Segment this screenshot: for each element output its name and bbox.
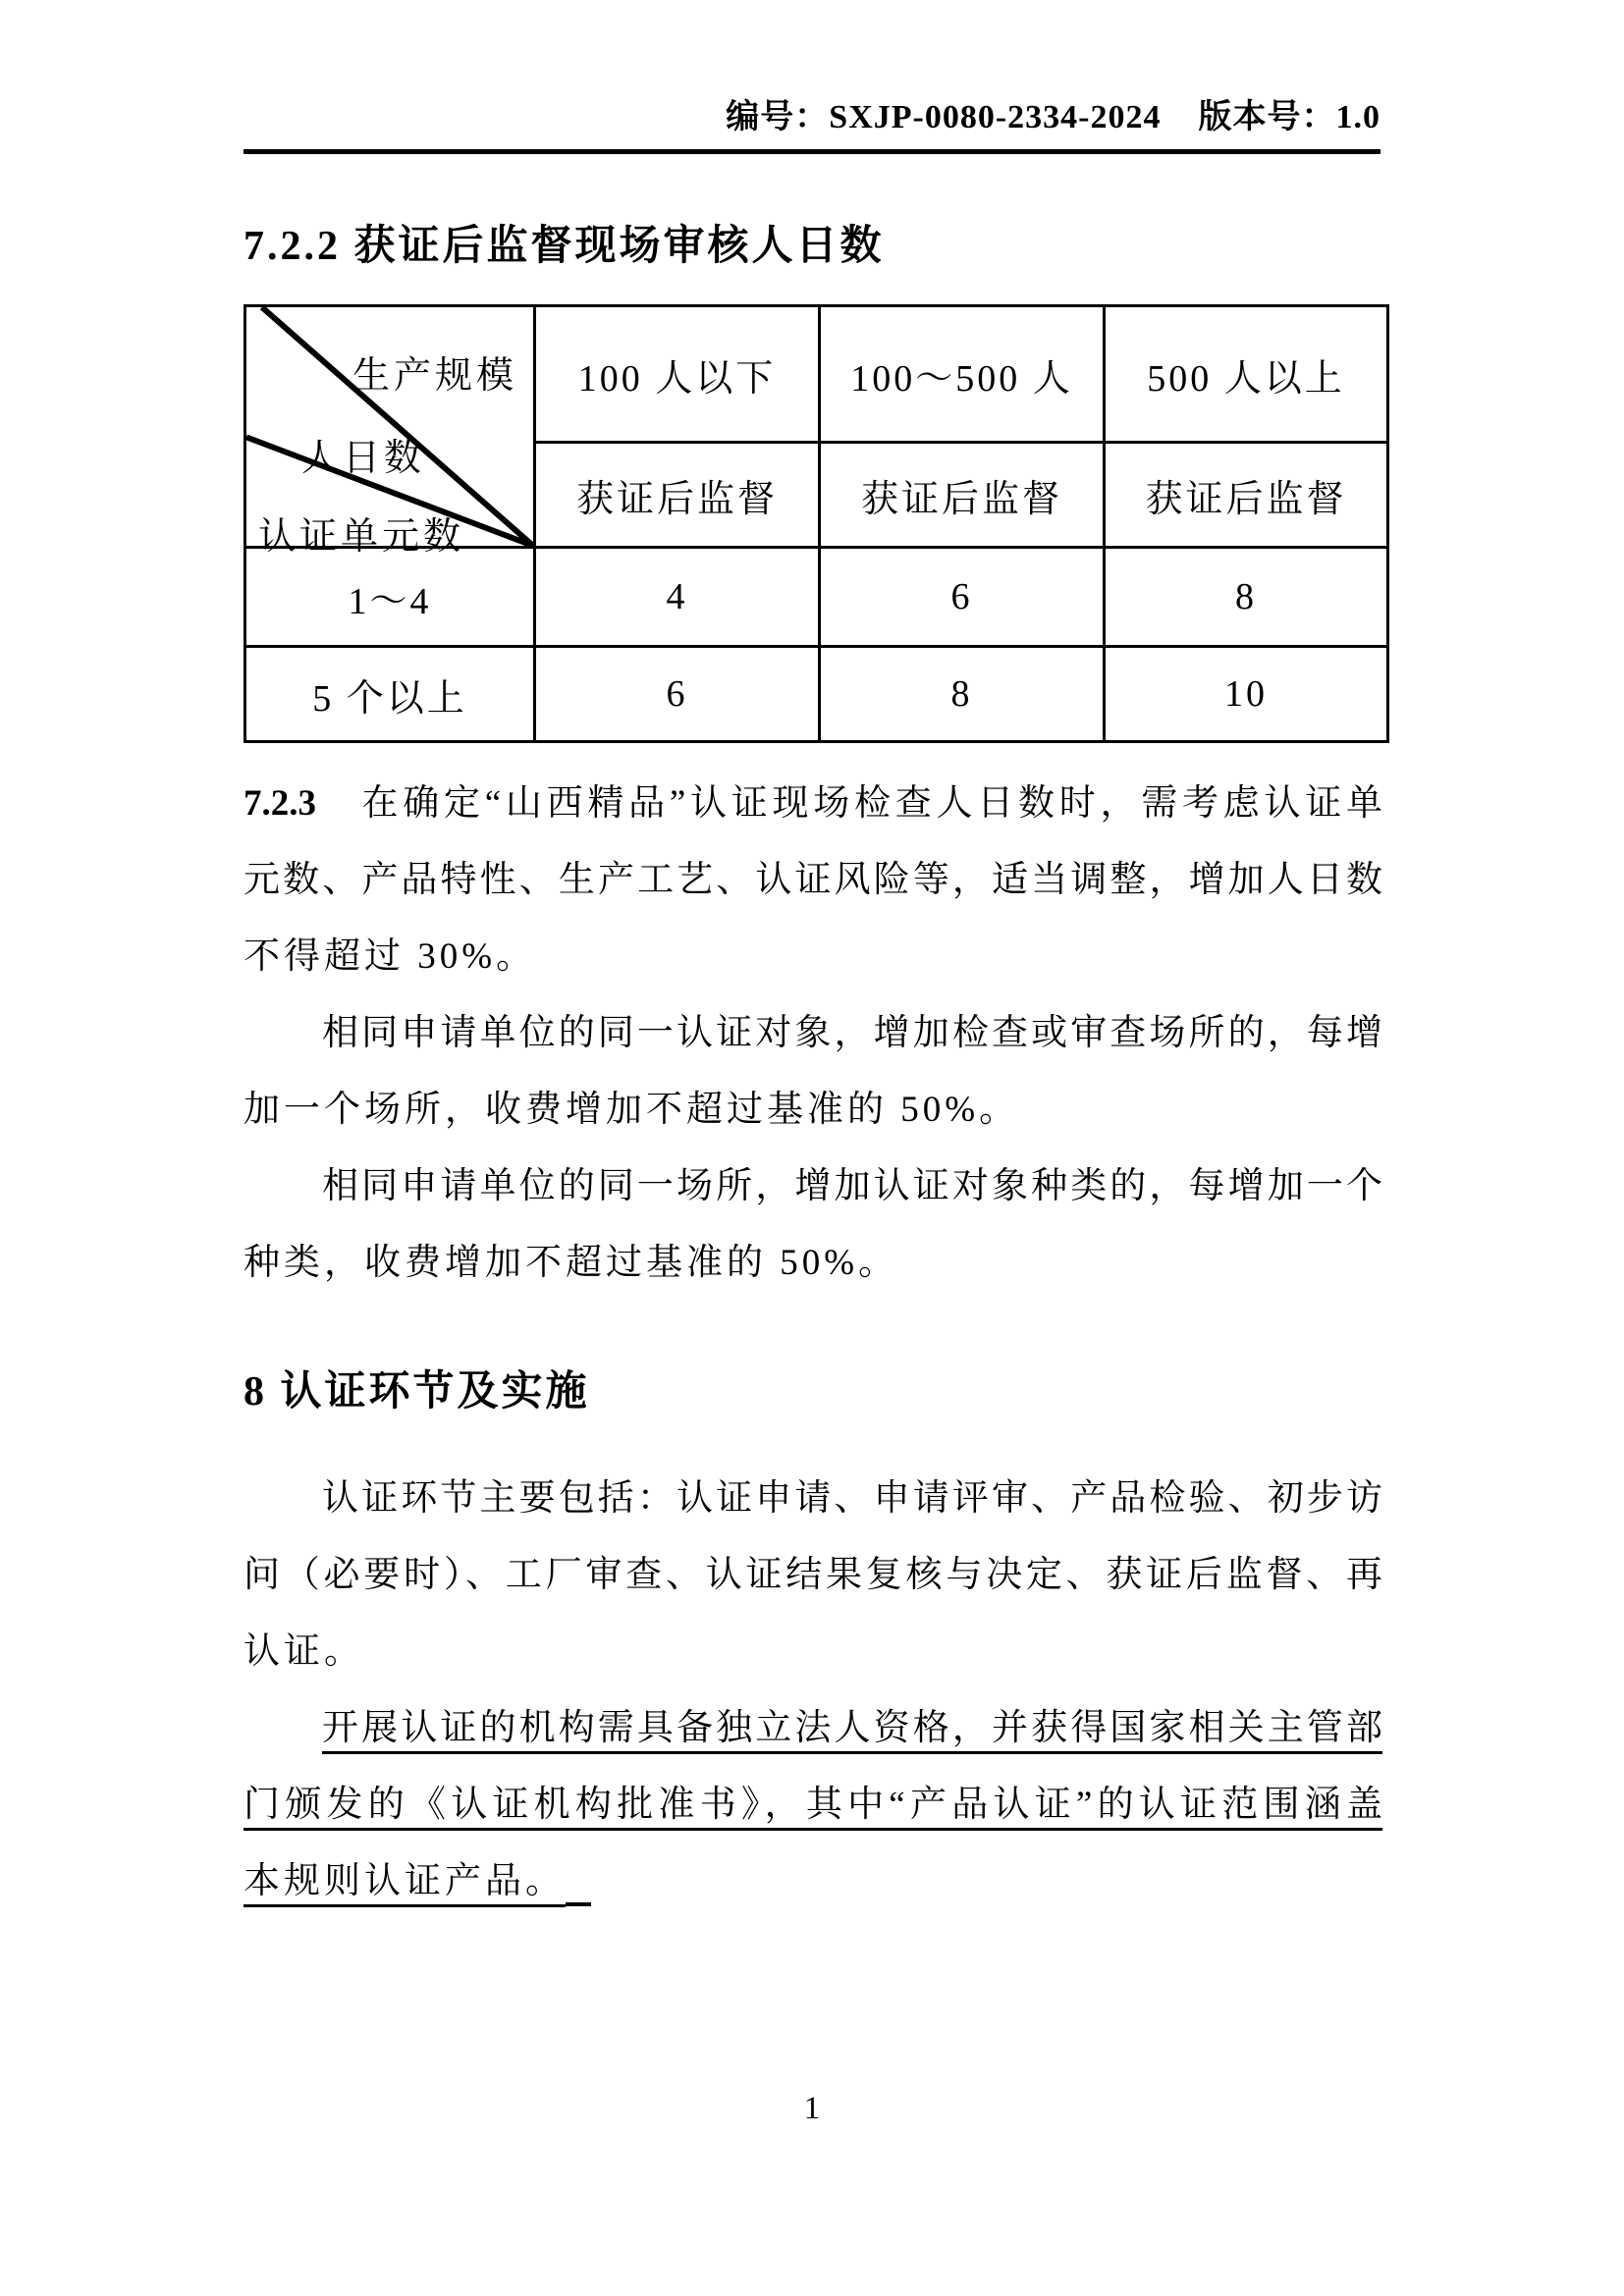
col-header-cell: 100～500 人: [820, 306, 1105, 443]
text-line: 不得超过 30%。: [244, 936, 537, 977]
para-cert-org: [244, 1690, 1382, 1920]
corner-label-person-days: 人日数: [301, 438, 426, 479]
section-7-2-2-heading: 7.2.2 获证后监督现场审核人日数: [244, 224, 885, 269]
table-header-row: [245, 306, 1388, 443]
page-number: 1: [803, 2091, 821, 2126]
para-add-site: [244, 995, 1382, 1148]
underline-tail: [566, 1900, 591, 1906]
text-line: 问（必要时）、工厂审查、认证结果复核与决定、获证后监督、再: [244, 1555, 1382, 1595]
text-line: [244, 1843, 1382, 1920]
text-line: 相同申请单位的同一场所，增加认证对象种类的，每增加一个: [322, 1166, 1382, 1206]
text-line: 开展认证的机构需具备独立法人资格，并获得国家相关主管部: [322, 1708, 1382, 1748]
section-8-heading: 8 认证环节及实施: [244, 1369, 590, 1415]
table-corner-cell: [245, 306, 535, 558]
text-line: 加一个场所，收费增加不超过基准的 50%。: [244, 1090, 1020, 1130]
corner-label-production-scale: 生产规模: [352, 355, 517, 397]
corner-label-cert-units: 认证单元数: [258, 516, 465, 558]
row-label-cell: 5 个以上: [245, 647, 535, 742]
text-line: 认证环节主要包括：认证申请、申请评审、产品检验、初步访: [322, 1478, 1382, 1519]
row-label-cell: 1～4: [245, 548, 535, 647]
sub-header-cell: 获证后监督: [820, 443, 1105, 548]
table-row: [245, 548, 1388, 647]
text-span: 本规则认证产品。: [244, 1861, 566, 1901]
col-header-cell: 500 人以上: [1105, 306, 1388, 443]
para-7-2-3: [244, 766, 1382, 995]
value-cell: 8: [820, 647, 1105, 742]
text-span: 在确定“山西精品”认证现场检查人日数时，需考虑认证单: [316, 783, 1382, 824]
value-cell: 8: [1105, 548, 1388, 647]
text-line: 种类，收费增加不超过基准的 50%。: [244, 1243, 899, 1283]
value-cell: 6: [820, 548, 1105, 647]
version-label: 版本号：1.0: [1198, 99, 1380, 135]
text-line: 认证。: [244, 1631, 364, 1672]
para-number: 7.2.3: [244, 783, 316, 824]
text-line: 门颁发的《认证机构批准书》，其中“产品认证”的认证范围涵盖: [244, 1785, 1382, 1825]
text-line: 相同申请单位的同一认证对象，增加检查或审查场所的，每增: [322, 1013, 1382, 1053]
page-header: [244, 96, 1380, 154]
text-line: 元数、产品特性、生产工艺、认证风险等，适当调整，增加人日数: [244, 860, 1382, 900]
para-add-type: [244, 1148, 1382, 1302]
person-days-table: [244, 304, 1389, 743]
sub-header-cell: 获证后监督: [1105, 443, 1388, 548]
sub-header-cell: 获证后监督: [535, 443, 820, 548]
value-cell: 10: [1105, 647, 1388, 742]
col-header-cell: 100 人以下: [535, 306, 820, 443]
text-line: [244, 766, 1382, 842]
table-row: [245, 647, 1388, 742]
para-cert-steps: [244, 1461, 1382, 1690]
value-cell: 6: [535, 647, 820, 742]
value-cell: 4: [535, 548, 820, 647]
doc-number-label: 编号：SXJP-0080-2334-2024: [726, 99, 1162, 135]
